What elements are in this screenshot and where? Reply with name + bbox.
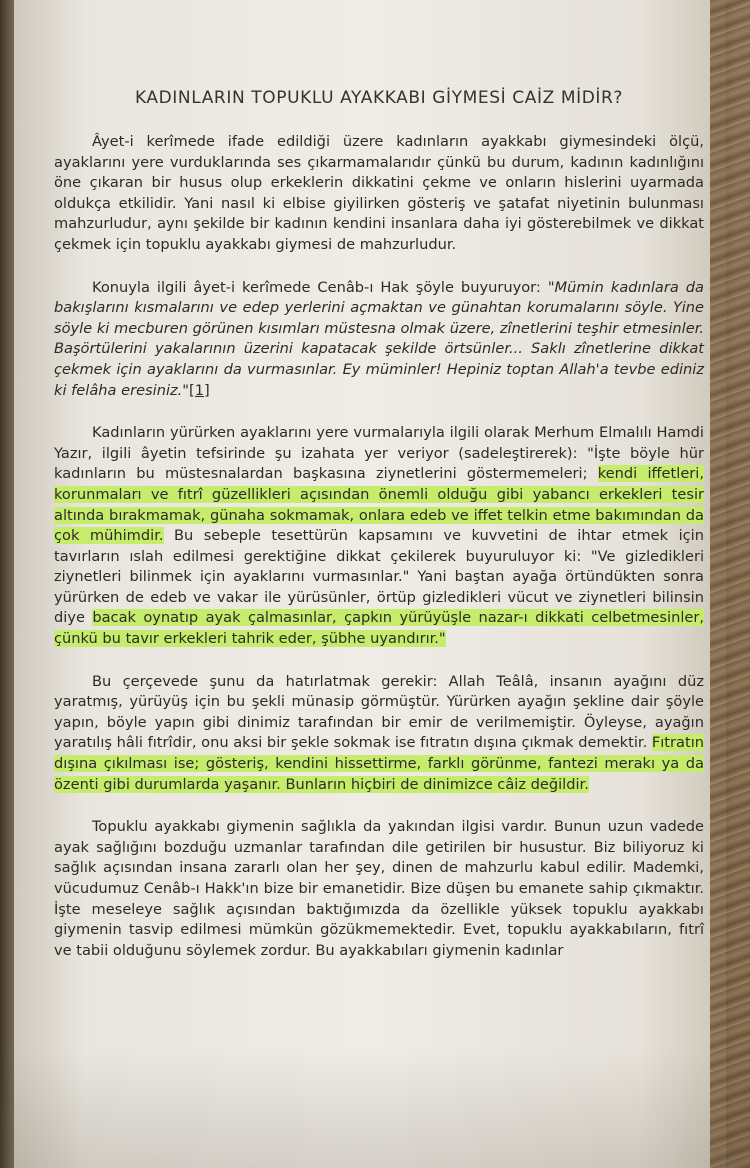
table-edge-right: [710, 0, 750, 1168]
verse-quote: "Mümin kadınlara da bakışlarını kısmalarını ve edep yerlerini açmaktan ve günahtan korumalarını söyle. Yine söyle ki mecburen görünen kısımları müstesna olmak üzere, zînetlerini teşhir etmesinler. Başörtülerini yakalarının üzerini kapatacak şekilde örtsünler... Saklı zînetlerine dikkat çekmek için ayaklarını da vurmasınlar. Ey müminler! Hepiniz toptan Allah'a tevbe ediniz ki felâha eresiniz.": [54, 278, 704, 399]
document-body: [54, 88, 704, 983]
highlight-2: bacak oynatıp ayak çalmasınlar, çapkın yürüyüşle nazar-ı dikkati celbetmesinler, çünkü bu tavır erkekleri tahrik eder, şübhe uyandırır.": [54, 609, 704, 648]
paragraph-2: [54, 278, 704, 402]
highlight-3: Fıtratın dışına çıkılması ise; gösteriş, kendini hissettirme, farklı görünme, fantezi merakı ya da özenti gibi durumlarda yaşanır. Bunların hiçbiri de dinimizce câiz değildir.: [54, 734, 704, 793]
paragraph-5: Topuklu ayakkabı giymenin sağlıkla da yakından ilgisi vardır. Bunun uzun vadede ayak sağlığını bozduğu uzmanlar tarafından dile getirilen bir husustur. Biz biliyoruz ki sağlık açısından insana zararlı olan her şey, dinen de mahzurlu kabul edilir. Mademki, vücudumuz Cenâb-ı Hakk'ın bize bir emanetidir. Bize düşen bu emanete sahip çıkmaktır. İşte meseleye sağlık açısından baktığımızda da özellikle yüksek topuklu ayakkabı giymenin tasvip edilmesi mümkün gözükmemektedir. Evet, topuklu ayakkabıların, fıtrî ve tabii olduğunu söylemek zordur. Bu ayakkabıları giymenin kadınlar: [54, 818, 704, 959]
document-title: KADINLARIN TOPUKLU AYAKKABI GİYMESİ CAİZ MİDİR?: [134, 88, 624, 108]
paragraph-3-part-a: Kadınların yürürken ayaklarını yere vurmalarıyla ilgili olarak Merhum Elmalılı Hamdi Yazır, ilgili âyetin tefsirinde şu izahata yer veriyor (sadeleştirerek): "İşte böyle hür kadınların bu müstesnalardan başkasına ziynetlerini göstermemeleri;: [54, 424, 704, 483]
footnote-ref[interactable]: [1]: [189, 381, 210, 399]
paragraph-4: [54, 672, 704, 796]
paragraph-1: Âyet-i kerîmede ifade edildiği üzere kadınların ayakkabı giymesindeki ölçü, ayaklarını yere vurduklarında ses çıkarmamalarıdır çünkü bu durum, kadının kadınlığını öne çıkaran bir husus olup erkeklerin dikkatini çekme ve onların hislerini uyarmada oldukça etkilidir. Yani nasıl ki elbise giyilirken gösteriş ve şatafat niyetinin bulunması mahzurludur, aynı şekilde bir kadının kendini insanlara daha iyi gösterebilmek ve dikkat çekmek için topuklu ayakkabı giymesi de mahzurludur.: [54, 133, 704, 253]
shadow-overlay: [0, 1048, 750, 1168]
paragraph-4-part-a: Bu çerçevede şunu da hatırlatmak gerekir: Allah Teâlâ, insanın ayağını düz yaratmış, yürüyüş için bu şekli münasip görmüştür. Yürürken ayağın şekline dair şöyle yapın, böyle yapın gibi dinimiz tarafından bir emir de verilmemiştir. Öyleyse, ayağın yaratılış hâli fıtrîdir, onu aksi bir şekle sokmak ise fıtratın dışına çıkmak demektir.: [54, 672, 704, 752]
paragraph-3: [54, 423, 704, 650]
paragraph-2-intro: Konuyla ilgili âyet-i kerîmede Cenâb-ı Hak şöyle buyuruyor:: [92, 278, 548, 296]
highlight-1: kendi iffetleri, korunmaları ve fıtrî güzellikleri açısından önemli olduğu gibi yabancı erkekleri tesir altında bırakmamak, günaha sokmamak, onlara edeb ve iffet telkin etme bakımından da çok mühimdir.: [54, 465, 704, 545]
paragraph-3-part-b: Bu sebeple tesettürün kapsamını ve kuvvetini de ihtar etmek için tavırların ıslah edilmesi gerektiğine dikkat çekilerek buyuruluyor ki: "Ve gizledikleri ziynetleri bilinmek için ayaklarını vurmasınlar." Yani baştan ayağa örtündükten sonra yürürken de edeb ve vakar ile yürüsünler, örtüp gizledikleri vücut ve ziynetleri bilinsin diye: [54, 527, 704, 627]
table-edge-left: [0, 0, 14, 1168]
